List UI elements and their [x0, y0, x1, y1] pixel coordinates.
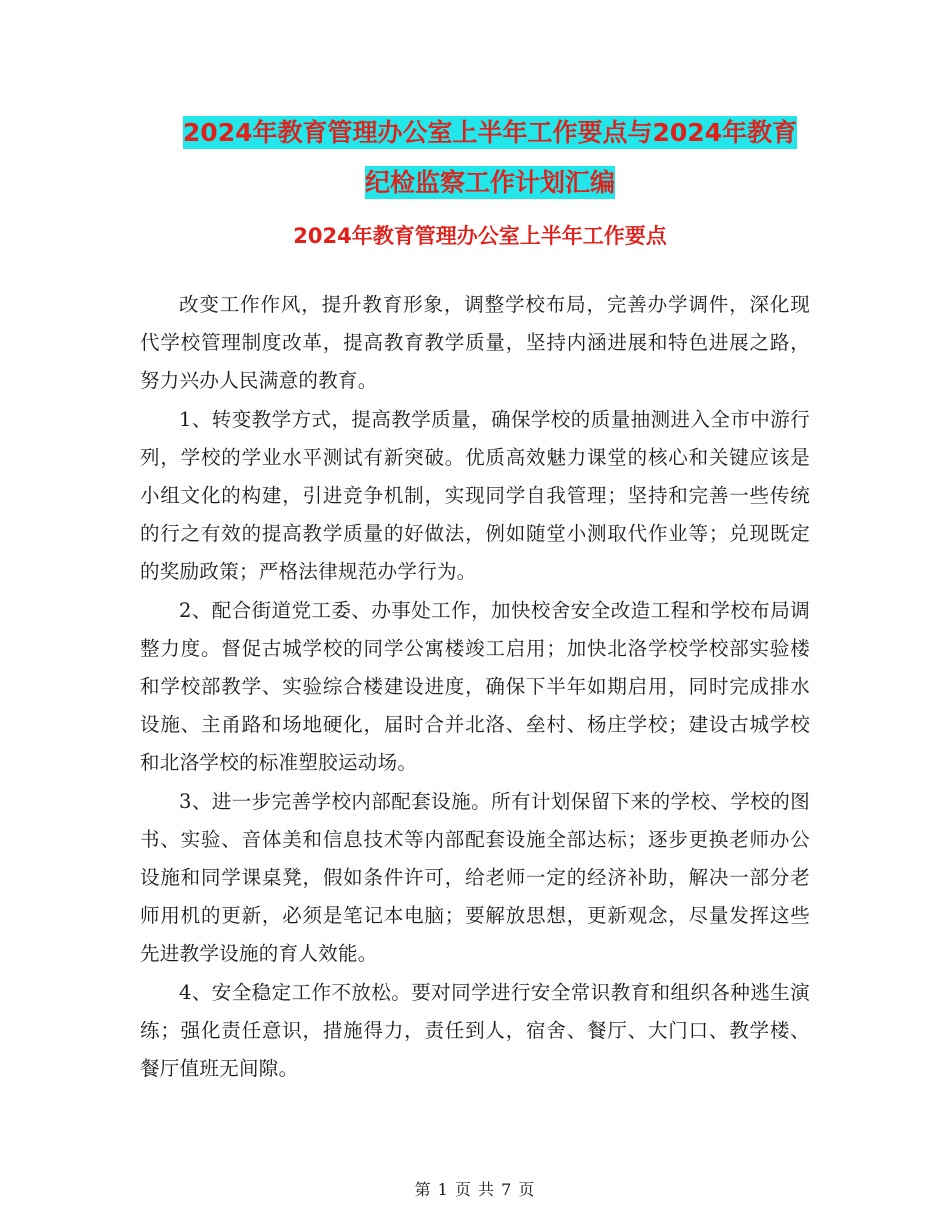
- document-title: [140, 108, 840, 208]
- paragraph-intro: 改变工作作风，提升教育形象，调整学校布局，完善办学调件，深化现代学校管理制度改革，提高教育教学质量，坚持内涵进展和特色进展之路，努力兴办人民满意的教育。: [140, 293, 810, 393]
- paragraph-item-3: 3、进一步完善学校内部配套设施。所有计划保留下来的学校、学校的图书、实验、音体美和信息技术等内部配套设施全部达标；逐步更换老师办公设施和同学课桌凳，假如条件许可，给老师一定的经济补助，解决一部分老师用机的更新，必须是笔记本电脑；要解放思想，更新观念，尽量发挥这些先进教学设施的育人效能。: [140, 789, 810, 966]
- document-title-line-2: 纪检监察工作计划汇编: [364, 168, 615, 197]
- document-body: [140, 286, 810, 1088]
- section-title: 2024年教育管理办公室上半年工作要点: [293, 224, 667, 248]
- page-number-footer: 第 1 页 共 7 页: [414, 1180, 536, 1199]
- document-title-line-1: 2024年教育管理办公室上半年工作要点与2024年教育: [182, 118, 798, 147]
- paragraph-item-2: 2、配合街道党工委、办事处工作，加快校舍安全改造工程和学校布局调整力度。督促古城学校的同学公寓楼竣工启用；加快北洛学校学校部实验楼和学校部教学、实验综合楼建设进度，确保下半年如期启用，同时完成排水设施、主甬路和场地硬化，届时合并北洛、垒村、杨庄学校；建设古城学校和北洛学校的标准塑胶运动场。: [140, 598, 810, 775]
- paragraph-item-1: 1、转变教学方式，提高教学质量，确保学校的质量抽测进入全市中游行列，学校的学业水平测试有新突破。优质高效魅力课堂的核心和关键应该是小组文化的构建，引进竞争机制，实现同学自我管理；坚持和完善一些传统的行之有效的提高教学质量的好做法，例如随堂小测取代作业等；兑现既定的奖励政策；严格法律规范办学行为。: [140, 407, 810, 584]
- paragraph-item-4: 4、安全稳定工作不放松。要对同学进行安全常识教育和组织各种逃生演练；强化责任意识，措施得力，责任到人，宿舍、餐厅、大门口、教学楼、餐厅值班无间隙。: [140, 980, 810, 1081]
